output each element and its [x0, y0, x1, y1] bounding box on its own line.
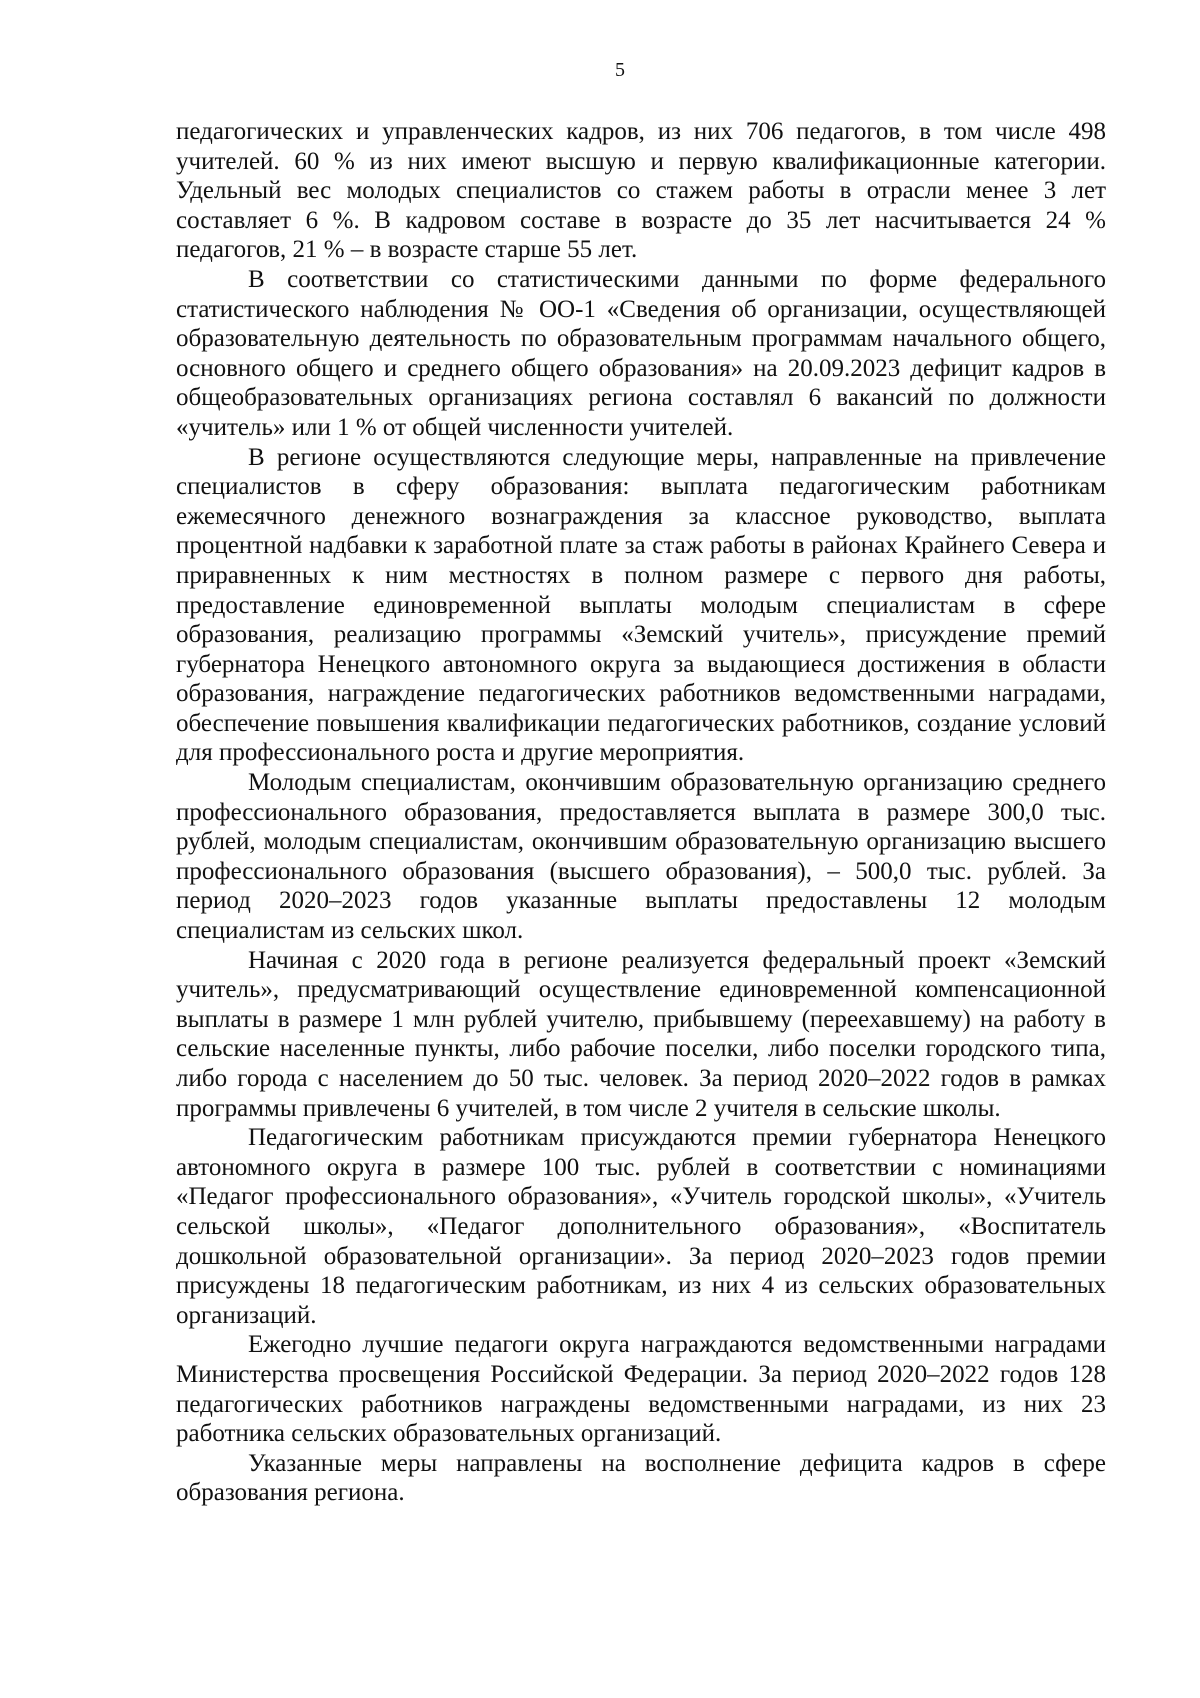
paragraph-staff-statistics: педагогических и управленческих кадров, из них 706 педагогов, в том числе 498 учителей. 60 % из них имеют высшую и первую квалификационные категории. Удельный вес молодых специалистов со стажем работы в отрасли менее 3 лет составляет 6 %. В кадровом составе в возрасте до 35 лет насчитывается 24 % педагогов, 21 % – в возрасте старше 55 лет.: [176, 118, 1106, 264]
paragraph-governor-awards: Педагогическим работникам присуждаются премии губернатора Ненецкого автономного округа в размере 100 тыс. рублей в соответствии с номинациями «Педагог профессионального образования», «Учитель городской школы», «Учитель сельской школы», «Педагог дополнительного образования», «Воспитатель дошкольной образовательной организации». За период 2020–2023 годов премии присуждены 18 педагогическим работникам, из них 4 из сельских образовательных организаций.: [176, 1124, 1106, 1329]
page-number: 5: [615, 59, 625, 81]
paragraph-ministry-awards: Ежегодно лучшие педагоги округа награждаются ведомственными наградами Министерства просвещения Российской Федерации. За период 2020–2022 годов 128 педагогических работников награждены ведомственными наградами, из них 23 работника сельских образовательных организаций.: [176, 1331, 1106, 1448]
paragraph-conclusion: Указанные меры направлены на восполнение дефицита кадров в сфере образования региона.: [176, 1449, 1106, 1507]
paragraph-support-measures: В регионе осуществляются следующие меры, направленные на привлечение специалистов в сферу образования: выплата педагогическим работникам ежемесячного денежного вознаграждения за классное руководство, выплата процентной надбавки к заработной плате за стаж работы в районах Крайнего Севера и приравненных к ним местностях в полном размере с первого дня работы, предоставление единовременной выплаты молодым специалистам в сфере образования, реализацию программы «Земский учитель», присуждение премий губернатора Ненецкого автономного округа за выдающиеся достижения в области образования, награждение педагогических работников ведомственными наградами, обеспечение повышения квалификации педагогических работников, создание условий для профессионального роста и другие мероприятия.: [176, 443, 1106, 767]
document-body: [176, 117, 1106, 1508]
paragraph-staff-deficit: В соответствии со статистическими данными по форме федерального статистического наблюдения № ОО-1 «Сведения об организации, осуществляющей образовательную деятельность по образовательным программам начального общего, основного общего и среднего общего образования» на 20.09.2023 дефицит кадров в общеобразовательных организациях региона составлял 6 вакансий по должности «учитель» или 1 % от общей численности учителей.: [176, 265, 1106, 441]
paragraph-zemsky-uchitel: Начиная с 2020 года в регионе реализуется федеральный проект «Земский учитель», предусматривающий осуществление единовременной компенсационной выплаты в размере 1 млн рублей учителю, прибывшему (переехавшему) на работу в сельские населенные пункты, либо рабочие поселки, либо поселки городского типа, либо города с населением до 50 тыс. человек. За период 2020–2022 годов в рамках программы привлечены 6 учителей, в том числе 2 учителя в сельские школы.: [176, 946, 1106, 1122]
paragraph-young-specialists-payments: Молодым специалистам, окончившим образовательную организацию среднего профессионального образования, предоставляется выплата в размере 300,0 тыс. рублей, молодым специалистам, окончившим образовательную организацию высшего профессионального образования (высшего образования), – 500,0 тыс. рублей. За период 2020–2023 годов указанные выплаты предоставлены 12 молодым специалистам из сельских школ.: [176, 769, 1106, 945]
